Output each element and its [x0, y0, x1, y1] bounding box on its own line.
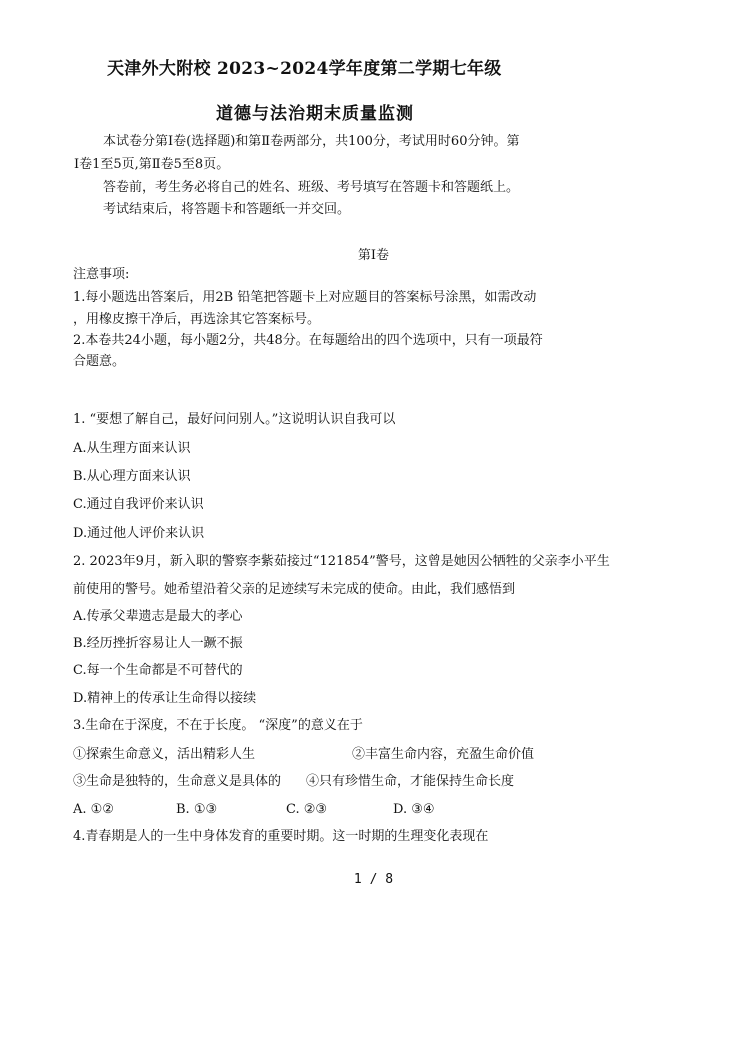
question-1-stem: 1. “要想了解自己，最好问问别人。”这说明认识自我可以: [73, 412, 396, 427]
notice-1-line-b: ，用橡皮擦干净后，再选涂其它答案标号。: [73, 312, 321, 327]
question-3-stem: 3.生命在于深度，不在于长度。 “深度”的意义在于: [73, 718, 363, 733]
intro-line-4: 考试结束后，将答题卡和答题纸一并交回。: [103, 202, 351, 217]
notice-2-line-a: 2.本卷共24小题，每小题2分，共48分。在每题给出的四个选项中，只有一项最符: [73, 333, 543, 348]
intro-line-2: Ⅰ卷1至5页,第Ⅱ卷5至8页。: [74, 157, 230, 172]
question-1-option-c: C.通过自我评价来认识: [73, 497, 204, 512]
notice-1-line-a: 1.每小题选出答案后，用2B 铅笔把答题卡上对应题目的答案标号涂黑，如需改动: [73, 290, 537, 305]
question-3-choice-b: B. ①③: [176, 802, 218, 817]
exam-title-line2: 道德与法治期末质量监测: [216, 104, 414, 124]
intro-line-1: 本试卷分第Ⅰ卷(选择题)和第Ⅱ卷两部分，共100分，考试用时60分钟。第: [103, 134, 520, 149]
notice-title: 注意事项:: [73, 267, 130, 282]
notice-2-line-b: 合题意。: [73, 354, 126, 369]
question-2-stem-line-a: 2. 2023年9月，新入职的警察李紫茹接过“121854”警号，这曾是她因公牺牲的父亲李小平生: [73, 554, 610, 569]
question-2-option-c: C.每一个生命都是不可替代的: [73, 663, 243, 678]
question-1-option-a: A.从生理方面来认识: [73, 441, 191, 456]
question-3-choice-a: A. ①②: [73, 802, 114, 817]
intro-line-3: 答卷前，考生务必将自己的姓名、班级、考号填写在答题卡和答题纸上。: [103, 180, 520, 195]
page-number: 1 / 8: [353, 872, 394, 887]
question-2-option-b: B.经历挫折容易让人一蹶不振: [73, 636, 243, 651]
question-3-item-3: ③生命是独特的，生命意义是具体的: [73, 774, 282, 789]
question-1-option-d: D.通过他人评价来认识: [73, 526, 205, 541]
question-2-stem-line-b: 前使用的警号。她希望沿着父亲的足迹续写未完成的使命。由此，我们感悟到: [73, 582, 516, 597]
question-3-choice-d: D. ③④: [393, 802, 435, 817]
exam-title-line1: 天津外大附校 2023~2024学年度第二学期七年级: [107, 59, 502, 79]
question-2-option-a: A.传承父辈遗志是最大的孝心: [73, 609, 243, 624]
question-2-option-d: D.精神上的传承让生命得以接续: [73, 691, 257, 706]
question-4-stem: 4.青春期是人的一生中身体发育的重要时期。这一时期的生理变化表现在: [73, 829, 489, 844]
question-3-choice-c: C. ②③: [286, 802, 328, 817]
question-1-option-b: B.从心理方面来认识: [73, 469, 191, 484]
question-3-item-1: ①探索生命意义，活出精彩人生: [73, 747, 256, 762]
question-3-item-4: ④只有珍惜生命，才能保持生命长度: [306, 774, 515, 789]
question-3-item-2: ②丰富生命内容，充盈生命价值: [352, 747, 535, 762]
section-heading: 第Ⅰ卷: [357, 248, 390, 263]
